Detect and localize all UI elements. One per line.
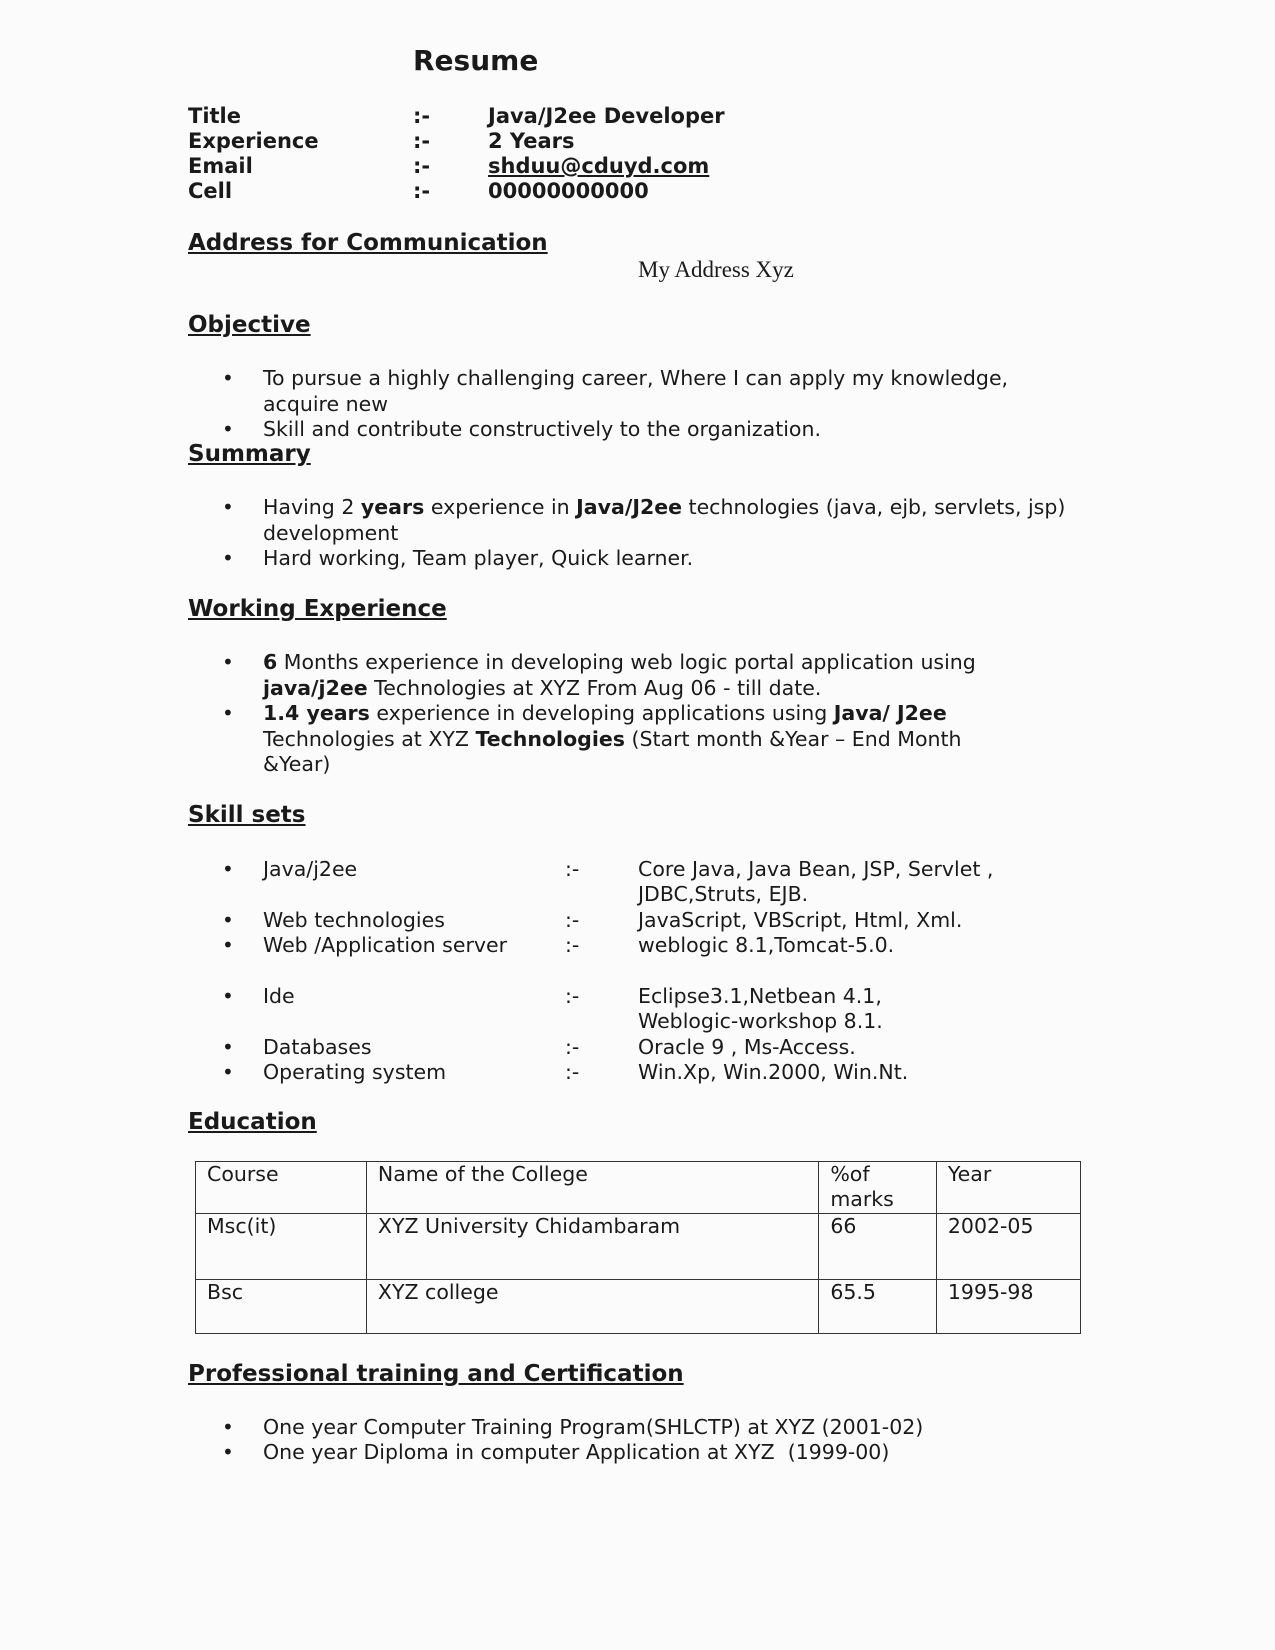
- table-header-cell: Year: [936, 1162, 1080, 1214]
- skill-name: Web /Application server: [263, 933, 508, 957]
- experience-label: Experience: [188, 129, 319, 153]
- table-cell: 66: [819, 1214, 937, 1280]
- experience-separator: :-: [413, 129, 431, 153]
- section-heading-address: Address for Communication: [188, 230, 548, 256]
- section-heading-summary: Summary: [188, 441, 311, 467]
- bullet-icon: •: [222, 546, 234, 570]
- skill-separator: :-: [565, 908, 580, 932]
- table-cell: Msc(it): [196, 1214, 367, 1280]
- skill-value: JavaScript, VBScript, Html, Xml.: [638, 908, 963, 932]
- table-cell: 1995-98: [936, 1280, 1080, 1334]
- bullet-icon: •: [222, 650, 234, 674]
- cell-separator: :-: [413, 179, 431, 203]
- bullet-icon: •: [222, 417, 234, 441]
- summary-item: Hard working, Team player, Quick learner.: [263, 546, 694, 570]
- table-row: [196, 1280, 1081, 1334]
- table-cell: 2002-05: [936, 1214, 1080, 1280]
- skill-value: Eclipse3.1,Netbean 4.1, Weblogic-workshop 8.1.: [638, 984, 883, 1033]
- skill-value: weblogic 8.1,Tomcat-5.0.: [638, 933, 895, 957]
- email-label: Email: [188, 154, 253, 178]
- page-title: Resume: [413, 44, 539, 77]
- skill-name: Java/j2ee: [263, 857, 358, 881]
- table-header-cell: Name of the College: [366, 1162, 818, 1214]
- email-link[interactable]: shduu@cduyd.com: [488, 154, 710, 178]
- section-heading-objective: Objective: [188, 312, 311, 338]
- skill-name: Web technologies: [263, 908, 445, 932]
- training-item: One year Computer Training Program(SHLCTP) at XYZ (2001-02): [263, 1415, 924, 1439]
- table-cell: Bsc: [196, 1280, 367, 1334]
- objective-item: Skill and contribute constructively to the organization.: [263, 417, 821, 441]
- skill-separator: :-: [565, 933, 580, 957]
- bullet-icon: •: [222, 1440, 234, 1464]
- objective-item: To pursue a highly challenging career, Where I can apply my knowledge, acquire new: [263, 366, 1009, 416]
- table-header-cell: %of marks: [819, 1162, 937, 1214]
- skill-name: Ide: [263, 984, 295, 1008]
- table-cell: XYZ University Chidambaram: [366, 1214, 818, 1280]
- bullet-icon: •: [222, 1035, 234, 1059]
- skill-separator: :-: [565, 1035, 580, 1059]
- skill-value: Core Java, Java Bean, JSP, Servlet , JDBC,Struts, EJB.: [638, 857, 994, 906]
- section-heading-education: Education: [188, 1109, 317, 1135]
- skill-separator: :-: [565, 857, 580, 881]
- table-cell: XYZ college: [366, 1280, 818, 1334]
- skill-separator: :-: [565, 1060, 580, 1084]
- bullet-icon: •: [222, 1415, 234, 1439]
- skill-value: Oracle 9 , Ms-Access.: [638, 1035, 856, 1059]
- title-separator: :-: [413, 104, 431, 128]
- work-item: 1.4 years experience in developing applications using Java/ J2ee Technologies at XYZ Technologies (Start month &Year – End Month &Year): [263, 701, 962, 776]
- bullet-icon: •: [222, 495, 234, 519]
- skill-name: Databases: [263, 1035, 372, 1059]
- skill-separator: :-: [565, 984, 580, 1008]
- section-heading-skill-sets: Skill sets: [188, 802, 306, 828]
- table-header-cell: Course: [196, 1162, 367, 1214]
- address-text: My Address Xyz: [638, 257, 794, 282]
- skill-value: Win.Xp, Win.2000, Win.Nt.: [638, 1060, 909, 1084]
- summary-item: Having 2 years experience in Java/J2ee technologies (java, ejb, servlets, jsp) development: [263, 495, 1066, 545]
- bullet-icon: •: [222, 857, 234, 881]
- cell-value: 00000000000: [488, 179, 649, 203]
- section-heading-working-experience: Working Experience: [188, 596, 447, 622]
- email-separator: :-: [413, 154, 431, 178]
- table-header-row: [196, 1162, 1081, 1214]
- section-heading-training: Professional training and Certification: [188, 1361, 684, 1387]
- cell-label: Cell: [188, 179, 233, 203]
- title-value: Java/J2ee Developer: [488, 104, 725, 128]
- table-row: [196, 1214, 1081, 1280]
- work-item: 6 Months experience in developing web logic portal application using java/j2ee Technologies at XYZ From Aug 06 - till date.: [263, 650, 976, 700]
- training-item: One year Diploma in computer Application at XYZ (1999-00): [263, 1440, 890, 1464]
- skill-name: Operating system: [263, 1060, 447, 1084]
- title-label: Title: [188, 104, 242, 128]
- bullet-icon: •: [222, 701, 234, 725]
- education-table: [195, 1161, 1081, 1334]
- table-cell: 65.5: [819, 1280, 937, 1334]
- bullet-icon: •: [222, 933, 234, 957]
- bullet-icon: •: [222, 908, 234, 932]
- bullet-icon: •: [222, 1060, 234, 1084]
- bullet-icon: •: [222, 984, 234, 1008]
- bullet-icon: •: [222, 366, 234, 390]
- experience-value: 2 Years: [488, 129, 575, 153]
